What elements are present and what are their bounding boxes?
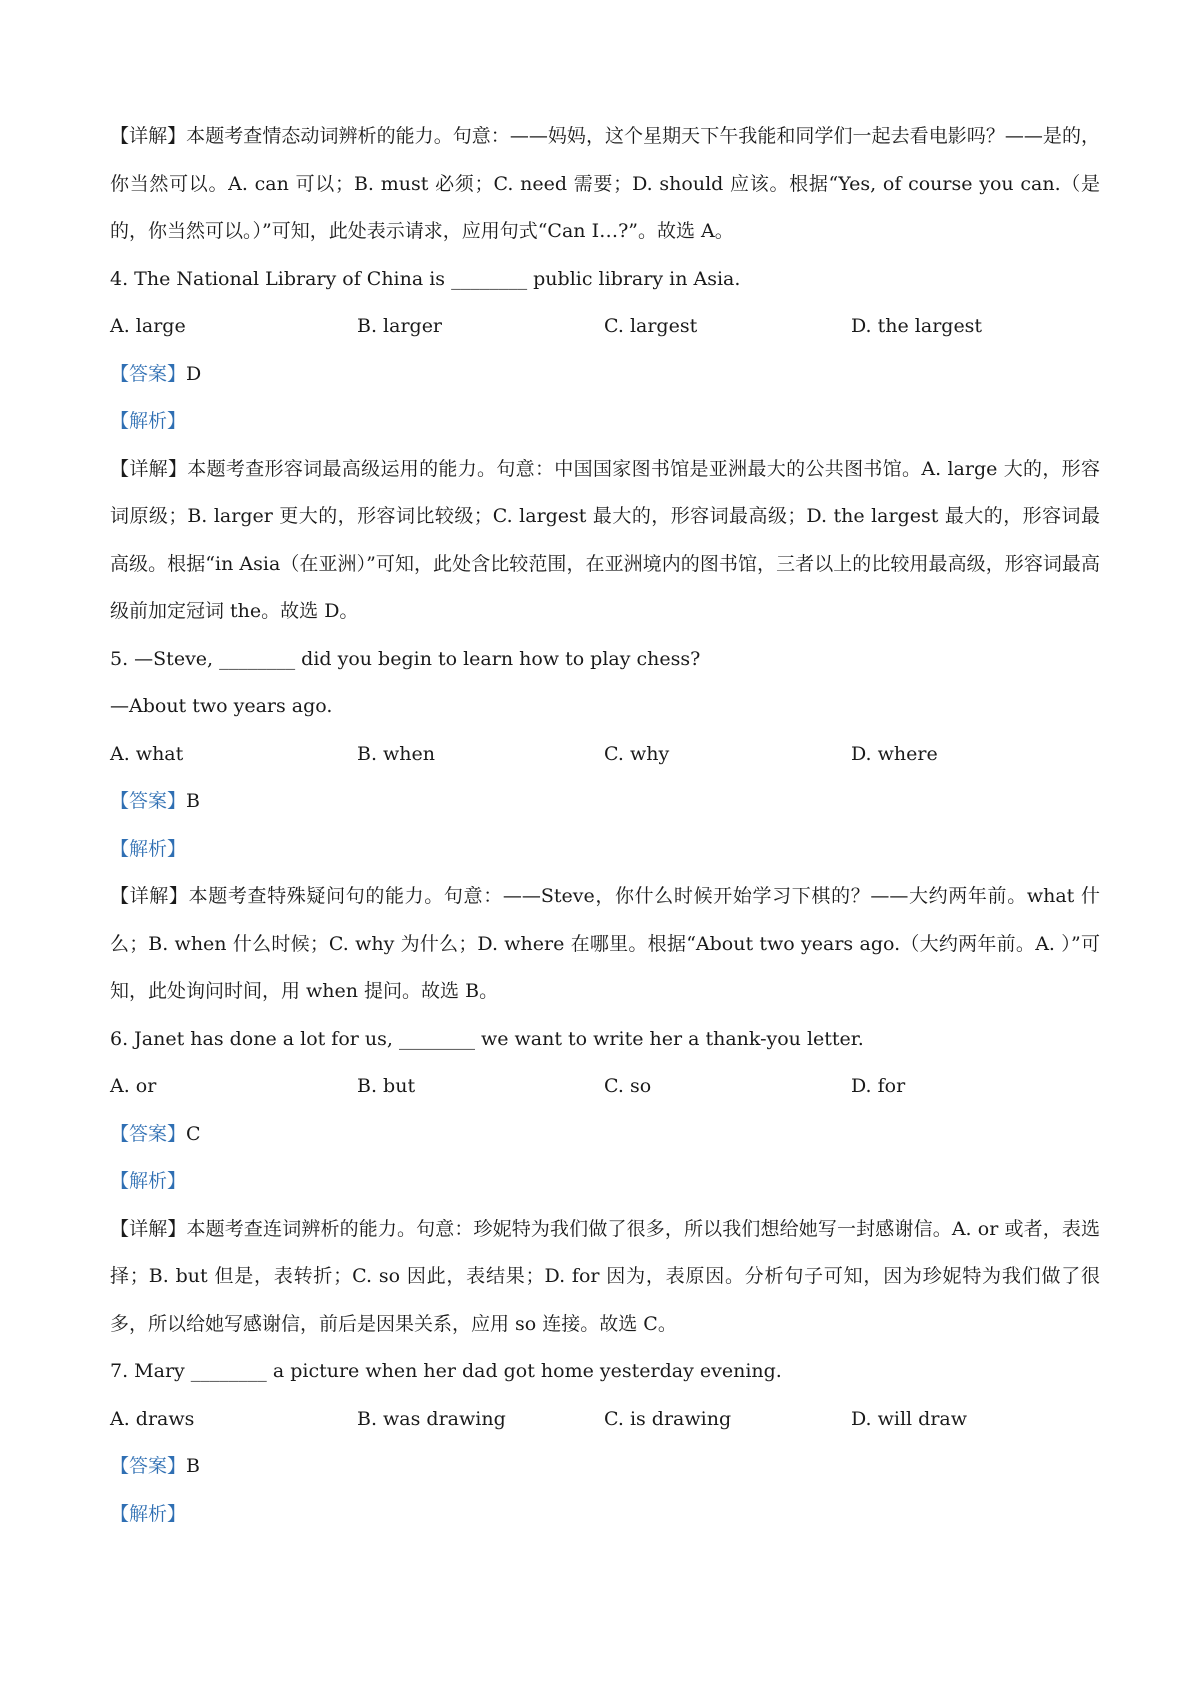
explanation-paragraph: 【详解】本题考查形容词最高级运用的能力。句意：中国国家图书馆是亚洲最大的公共图书馆。A. large 大的，形容词原级；B. larger 更大的，形容词比较级；C. largest 最大的，形容词最高级；D. the largest 最大的，形容词最高级。根据“in Asia（在亚洲）”可知，此处含比较范围，在亚洲境内的图书馆，三者以上的比较用最高级，形容词最高级前加定冠词 the。故选 D。 — [110, 457, 1100, 622]
answer-value: C — [186, 1122, 201, 1145]
choice-row — [110, 303, 1100, 351]
answer-value: B — [186, 790, 200, 812]
choice-option: C. is drawing — [604, 1407, 732, 1430]
answer-value: D — [186, 362, 202, 385]
analysis-label: 【解析】 — [110, 837, 187, 860]
explanation-paragraph: 【详解】本题考查特殊疑问句的能力。句意：——Steve，你什么时候开始学习下棋的？——大约两年前。what 什么；B. when 什么时候；C. why 为什么；D. where 在哪里。根据“About two years ago.（大约两年前。A. ）”可知，此处询问时间，用 when 提问。故选 B。 — [110, 885, 1100, 1002]
choice-option: A. draws — [110, 1407, 195, 1430]
choice-option: D. for — [851, 1075, 906, 1097]
choice-option: A. or — [110, 1075, 157, 1097]
choice-option: B. was drawing — [357, 1407, 506, 1430]
answer-line — [110, 778, 1100, 826]
choice-option: C. why — [604, 742, 670, 765]
choice-row — [110, 1396, 1100, 1444]
choice-option: D. will draw — [851, 1407, 968, 1430]
choice-option: B. but — [357, 1075, 416, 1097]
choice-option: B. when — [357, 742, 436, 765]
choice-option: D. the largest — [851, 315, 983, 337]
answer-line — [110, 1443, 1100, 1491]
choice-row — [110, 731, 1100, 779]
question-line: 4. The National Library of China is ________ public library in Asia. — [110, 267, 741, 290]
question-line: —About two years ago. — [110, 695, 333, 717]
question-line: 7. Mary ________ a picture when her dad got home yesterday evening. — [110, 1360, 782, 1382]
explanation-paragraph: 【详解】本题考查情态动词辨析的能力。句意：——妈妈，这个星期天下午我能和同学们一起去看电影吗？——是的，你当然可以。A. can 可以；B. must 必须；C. need 需要；D. should 应该。根据“Yes, of course you can.（是的，你当然可以。）”可知，此处表示请求，应用句式“Can I…?”。故选 A。 — [110, 125, 1100, 242]
answer-value: B — [186, 1455, 200, 1477]
document-page — [110, 113, 1100, 1538]
choice-option: D. where — [851, 742, 938, 765]
choice-option: B. larger — [357, 315, 443, 337]
choice-option: C. so — [604, 1075, 652, 1097]
analysis-label: 【解析】 — [110, 1502, 187, 1525]
answer-line — [110, 351, 1100, 399]
answer-label: 【答案】 — [110, 1122, 187, 1145]
analysis-label: 【解析】 — [110, 1170, 187, 1192]
question-line: 6. Janet has done a lot for us, ________ we want to write her a thank-you letter. — [110, 1027, 864, 1050]
answer-label: 【答案】 — [110, 790, 187, 812]
answer-line — [110, 1111, 1100, 1159]
choice-option: C. largest — [604, 315, 698, 337]
answer-label: 【答案】 — [110, 362, 187, 385]
choice-option: A. large — [110, 315, 186, 337]
choice-row — [110, 1063, 1100, 1111]
analysis-label: 【解析】 — [110, 410, 187, 432]
choice-option: A. what — [110, 742, 184, 765]
explanation-paragraph: 【详解】本题考查连词辨析的能力。句意：珍妮特为我们做了很多，所以我们想给她写一封感谢信。A. or 或者，表选择；B. but 但是，表转折；C. so 因此，表结果；D. for 因为，表原因。分析句子可知，因为珍妮特为我们做了很多，所以给她写感谢信，前后是因果关系，应用 so 连接。故选 C。 — [110, 1217, 1100, 1335]
question-line: 5. —Steve, ________ did you begin to learn how to play chess? — [110, 647, 701, 670]
answer-label: 【答案】 — [110, 1455, 187, 1477]
